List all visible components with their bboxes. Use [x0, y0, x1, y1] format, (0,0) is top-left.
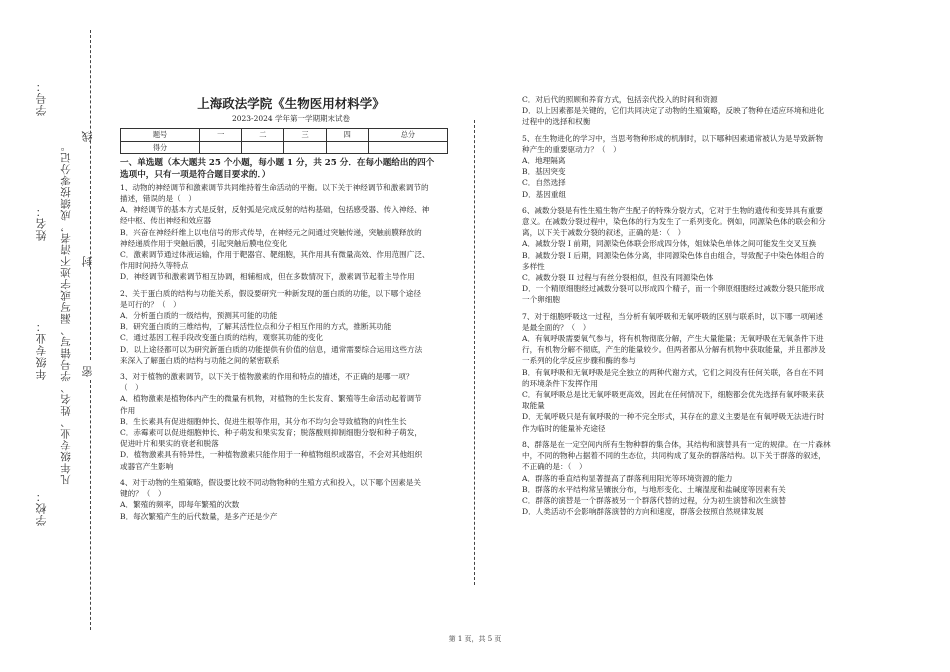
grade-label: 年级专业：	[35, 320, 48, 380]
option-line: C．有氧呼吸总是比无氧呼吸更高效，因此在任何情况下，细胞都会优先选择有氧呼吸来获	[522, 390, 824, 400]
option-line: A．有氧呼吸需要氧气参与，将有机物彻底分解，产生大量能量；无氧呼吸在无氧条件下进	[522, 334, 824, 344]
exam-title: 上海政法学院《生物医用材料学》	[197, 96, 385, 111]
score-table-header-row	[121, 129, 448, 141]
score-cell[interactable]	[242, 141, 284, 153]
question-stem-line: 4、对于动物的生殖策略，假设要比较不同动物物种的生殖方式和投入，以下哪个因素是关	[120, 477, 421, 487]
option-line: D．一个精原细胞经过减数分裂可以形成四个精子，而一个卵原细胞经过减数分裂只能形成	[522, 284, 825, 294]
question-block	[522, 94, 867, 128]
option-line: D．以上途径都可以为研究新蛋白质的功能提供有价值的信息，通常需要综合运用这些方法	[120, 344, 423, 354]
option-line: C．激素调节通过体液运输，作用于靶器官、靶细胞，其作用具有微量高效、作用范围广泛、	[120, 250, 430, 260]
right-question-list	[522, 94, 867, 517]
option-line: D．植物激素具有特异性，一种植物激素只能作用于一种植物组织或器官，不会对其他组织	[120, 450, 423, 460]
option-line: B．生长素具有促进细胞伸长、促进生根等作用，其分布不均匀会导致植物的向性生长	[120, 416, 407, 426]
binding-margin	[30, 20, 110, 620]
option-line: 多样性	[522, 261, 545, 271]
score-row-label: 得分	[121, 141, 200, 153]
option-line: 过程中的选择和权衡	[522, 117, 591, 127]
score-cell[interactable]	[284, 141, 326, 153]
option-line: B．兴奋在神经纤维上以电信号的形式传导，在神经元之间通过突触传递，突触前膜释放的	[120, 227, 422, 237]
option-line: A．地理隔离	[522, 156, 566, 166]
question-stem-line: （ ）	[120, 383, 143, 393]
question-stem-line: 是可行的？（ ）	[120, 299, 181, 309]
question-block	[522, 439, 867, 517]
option-line: D．人类活动不会影响群落演替的方向和速度，群落会按照自然规律发展	[522, 507, 764, 517]
question-block	[522, 311, 867, 434]
option-line: C．赤霉素可以促进细胞伸长、种子萌发和果实发育；脱落酸则抑制细胞分裂和种子萌发，	[120, 428, 422, 438]
option-line: B．每次繁殖产生的后代数量，是多产还是少产	[120, 511, 278, 521]
question-block	[120, 288, 462, 366]
option-line: B．有氧呼吸和无氧呼吸是完全独立的两种代谢方式，它们之间没有任何关联，各自在不同	[522, 367, 824, 377]
option-line: A．神经调节的基本方式是反射，反射弧是完成反射的结构基础，包括感受器、传入神经、神	[120, 205, 430, 215]
section-heading-line: 一、单选题（本大题共 25 个小题，每小题 1 分，共 25 分．在每小题给出的四个	[120, 157, 435, 168]
exam-subtitle: 2023-2024 学年第一学期期末试卷	[231, 114, 351, 124]
question-stem-line: 键的？（ ）	[120, 489, 166, 499]
option-line: A．群落的垂直结构显著提高了群落利用阳光等环境资源的能力	[522, 473, 733, 483]
option-line: 一系列的化学反应步骤和酶的参与	[522, 356, 636, 366]
column-divider	[474, 120, 475, 585]
question-stem-line: 8、群落是在一定空间内所有生物种群的集合体，其结构和演替具有一定的规律。在一片森林	[522, 439, 831, 449]
student-id-label: 学号：	[35, 80, 48, 116]
question-block	[522, 205, 867, 306]
option-line: B．减数分裂 I 后期，同源染色体分离，非同源染色体自由组合，导致配子中染色体组合的	[522, 250, 824, 260]
score-cell[interactable]	[326, 141, 368, 153]
name-label: 姓名：	[35, 205, 48, 241]
score-header: 四	[326, 129, 368, 141]
section-heading	[120, 157, 462, 181]
question-stem-line: 离，以下关于减数分裂的叙述，正确的是：（ ）	[522, 228, 686, 238]
option-line: 一个卵细胞	[522, 295, 560, 305]
score-cell[interactable]	[368, 141, 447, 153]
question-stem-line: 6、减数分裂是有性生殖生物产生配子的特殊分裂方式，它对于生物的遗传和变异具有重要	[522, 205, 823, 215]
page-footer: 第 1 页，共 5 页	[448, 635, 502, 643]
option-line: 经中枢、传出神经和效应器	[120, 216, 212, 226]
question-stem-line: 种产生的重要驱动力？（ ）	[522, 144, 621, 154]
question-stem-line: 2、关于蛋白质的结构与功能关系，假设要研究一种新发现的蛋白质的功能，以下哪个途径	[120, 288, 421, 298]
right-column	[522, 94, 867, 517]
question-block	[120, 477, 462, 522]
option-line: 的环境条件下发挥作用	[522, 378, 598, 388]
option-line: D．以上因素都是关键的，它们共同决定了动物的生殖策略，反映了物种在适应环境和进化	[522, 106, 825, 116]
option-line: 作用	[120, 405, 136, 415]
score-table	[120, 128, 448, 153]
option-line: 取能量	[522, 401, 545, 411]
question-stem-line: 7、对于细胞呼吸这一过程，当分析有氧呼吸和无氧呼吸的区别与联系时，以下哪一项阐述	[522, 311, 823, 321]
question-stem-line: 5、在生物进化的学习中，当思考物种形成的机制时，以下哪种因素通常被认为是导致新物	[522, 133, 823, 143]
option-line: 或器官产生影响	[120, 461, 174, 471]
option-line: A．植物激素是植物体内产生的微量有机物，对植物的生长发育、繁殖等生命活动起着调节	[120, 394, 422, 404]
question-stem-line: 3、对于植物的激素调节，以下关于植物激素的作用和特点的描述，不正确的是哪一项？	[120, 372, 414, 382]
option-line: A．繁殖的频率，即每年繁殖的次数	[120, 500, 240, 510]
score-table-score-row	[121, 141, 448, 153]
option-line: 作为临时的能量补充途径	[522, 423, 606, 433]
option-line: A．分析蛋白质的一级结构，预测其可能的功能	[120, 311, 278, 321]
option-line: D．神经调节和激素调节相互协调，相辅相成，但在多数情况下，激素调节起着主导作用	[120, 272, 415, 282]
score-cell[interactable]	[200, 141, 242, 153]
score-header: 二	[242, 129, 284, 141]
question-stem-line: 中，不同的物种占据着不同的生态位，共同构成了复杂的群落结构。以下关于群落的叙述，	[522, 451, 826, 461]
seal-dashed-line	[90, 30, 91, 360]
option-line: 作用时间持久等特点	[120, 261, 189, 271]
option-line: D．无氧呼吸只是有氧呼吸的一种不完全形式，其存在的意义主要是在有氧呼吸无法进行时	[522, 412, 825, 422]
option-line: C．自然选择	[522, 178, 566, 188]
option-line: 促进叶片和果实的衰老和脱落	[120, 439, 219, 449]
left-column	[120, 98, 462, 522]
question-stem-line: 描述，错误的是（ ）	[120, 194, 196, 204]
section-heading-line: 选项中，只有一项是符合题目要求的．）	[120, 169, 271, 180]
question-stem-line: 是最全面的？（ ）	[522, 322, 591, 332]
option-line: C．减数分裂 II 过程与有丝分裂相似，但没有同源染色体	[522, 273, 714, 283]
option-line: D．基因重组	[522, 189, 567, 199]
score-header: 三	[284, 129, 326, 141]
question-stem-line: 意义。在减数分裂过程中，染色体的行为发生了一系列变化。例如，同源染色体的联会和分	[522, 217, 826, 227]
question-block	[120, 182, 462, 283]
question-stem-line: 1、动物的神经调节和激素调节共同维持着生命活动的平衡。以下关于神经调节和激素调节的	[120, 182, 429, 192]
question-block	[522, 133, 867, 200]
left-question-list	[120, 182, 462, 522]
option-line: 来深入了解蛋白质的结构与功能之间的紧密联系	[120, 355, 280, 365]
option-line: C．通过基因工程手段改变蛋白质的结构，观察其功能的变化	[120, 333, 324, 343]
score-header: 一	[200, 129, 242, 141]
score-header: 总分	[368, 129, 447, 141]
binding-notice: 凡年级专业、姓名、学号错写、漏写或字迹不清者，成绩按零分记。	[60, 140, 72, 485]
seal-char-mi: 密	[81, 365, 94, 377]
option-line: C．群落的演替是一个群落被另一个群落代替的过程，分为初生演替和次生演替	[522, 495, 786, 505]
question-stem-line: 不正确的是：（ ）	[522, 462, 587, 472]
option-line: B．研究蛋白质的三维结构，了解其活性位点和分子相互作用的方式，推断其功能	[120, 322, 392, 332]
score-header: 题号	[121, 129, 200, 141]
seal-char-xian: 线	[81, 130, 94, 142]
option-line: 神经递质作用于突触后膜，引起突触后膜电位变化	[120, 238, 288, 248]
option-line: A．减数分裂 I 前期，同源染色体联会形成四分体，姐妹染色单体之间可能发生交叉互换	[522, 239, 817, 249]
school-label: 学校：	[35, 490, 48, 526]
seal-dashed-line-lower	[90, 380, 91, 630]
option-line: C．对后代的照顾和养育方式，包括亲代投入的时间和资源	[522, 95, 718, 104]
option-line: B．基因突变	[522, 167, 566, 177]
option-line: B．群落的水平结构常呈镶嵌分布，与地形变化、土壤湿度和盐碱度等因素有关	[522, 484, 786, 494]
option-line: 行，有机物分解不彻底，产生的能量较少。但两者都从分解有机物中获取能量，并且都涉及	[522, 345, 826, 355]
seal-char-feng: 封	[81, 255, 94, 267]
question-block	[120, 371, 462, 472]
